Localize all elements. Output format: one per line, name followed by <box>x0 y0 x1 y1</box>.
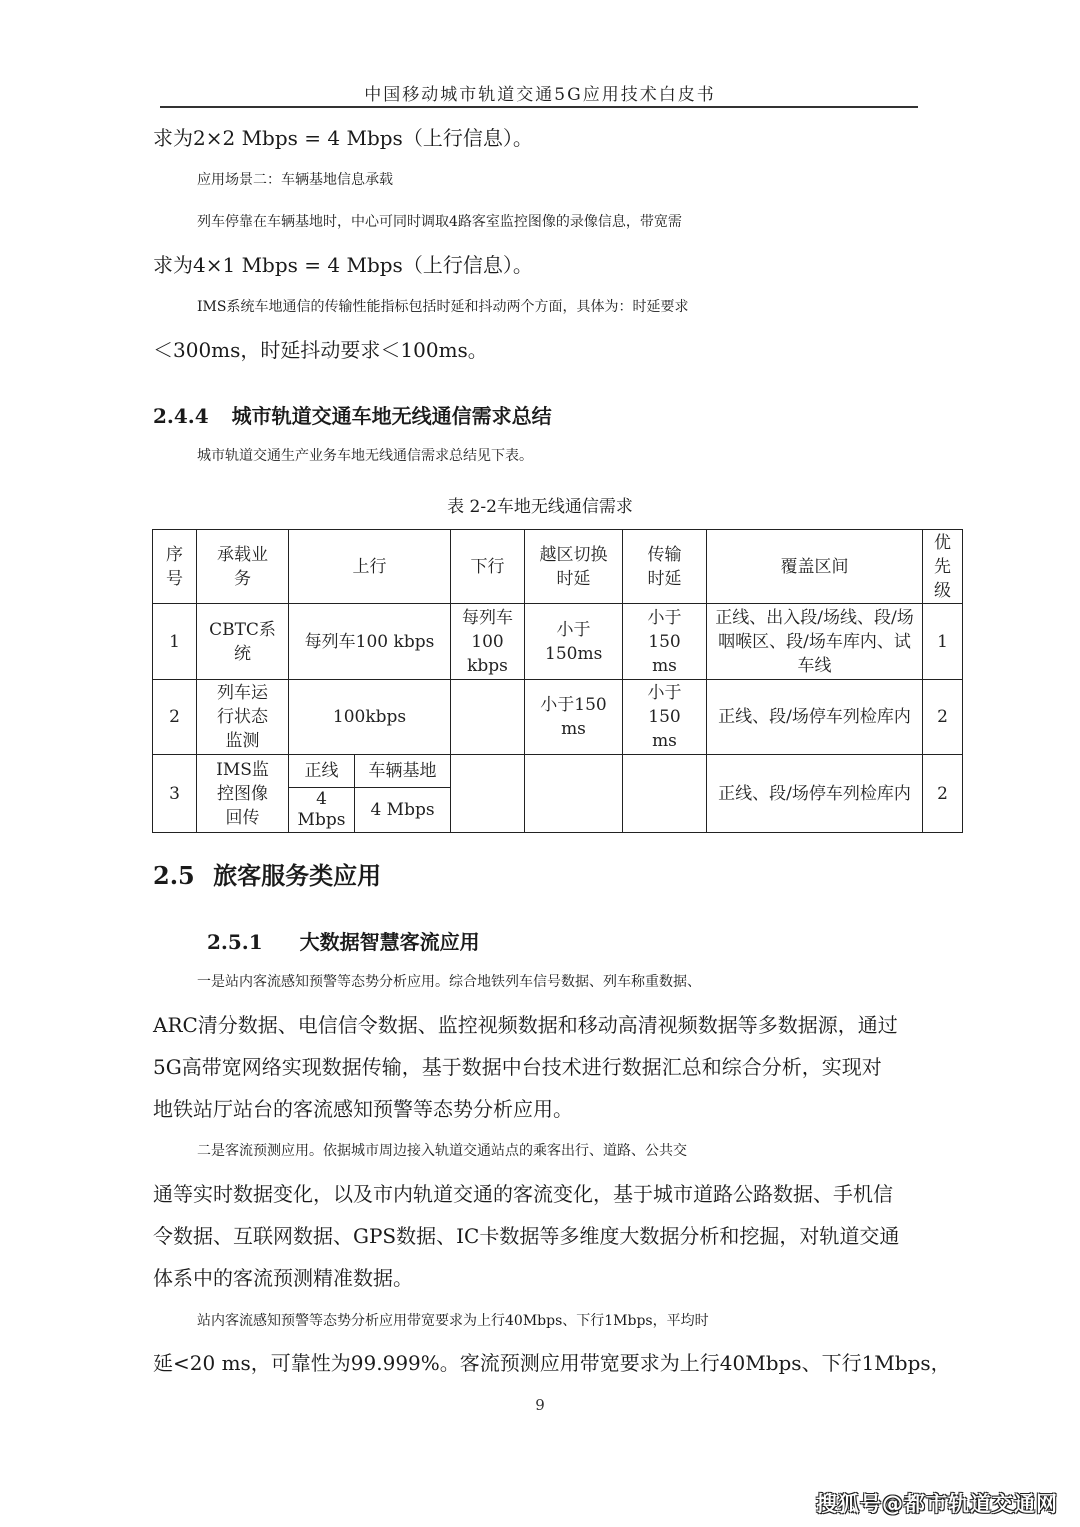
section-number: 2.4.4 <box>153 404 209 428</box>
section-number: 2.5.1 <box>207 930 263 954</box>
cell-downlink <box>451 755 525 833</box>
section-heading-2-4-4 <box>153 400 552 429</box>
paragraph-line: 一是站内客流感知预警等态势分析应用。综合地铁列车信号数据、列车称重数据、 <box>197 974 701 990</box>
cell-uplink: 100kbps <box>289 680 451 755</box>
cell-transmission: 小于150 ms <box>623 680 707 755</box>
paragraph-line: 令数据、互联网数据、GPS数据、IC卡数据等多维度大数据分析和挖掘，对轨道交通 <box>153 1224 900 1248</box>
cell-transmission <box>623 755 707 833</box>
cell-downlink: 每列车100 kbps <box>451 604 525 680</box>
header-uplink: 上行 <box>289 530 451 604</box>
cell-uplink-subheader-mainline: 正线 <box>289 755 355 788</box>
header-handover: 越区切换时延 <box>525 530 623 604</box>
header-transmission: 传输时延 <box>623 530 707 604</box>
cell-priority: 2 <box>923 680 963 755</box>
cell-coverage: 正线、出入段/场线、段/场咽喉区、段/场车库内、试车线 <box>707 604 923 680</box>
paragraph-line: 站内客流感知预警等态势分析应用带宽要求为上行40Mbps、下行1Mbps，平均时 <box>197 1313 709 1329</box>
cell-handover: 小于150ms <box>525 604 623 680</box>
paragraph-line: 体系中的客流预测精准数据。 <box>153 1266 413 1290</box>
cell-seq: 3 <box>153 755 197 833</box>
table-caption: 表 2-2车地无线通信需求 <box>447 497 633 517</box>
cell-downlink <box>451 680 525 755</box>
cell-coverage: 正线、段/场停车列检库内 <box>707 680 923 755</box>
section-heading-2-5-1 <box>207 926 480 955</box>
header-divider <box>160 106 918 108</box>
running-header-title: 中国移动城市轨道交通5G应用技术白皮书 <box>364 85 716 105</box>
paragraph-line: 求为4×1 Mbps = 4 Mbps（上行信息）。 <box>153 253 533 277</box>
cell-service: IMS监控图像回传 <box>197 755 289 833</box>
paragraph-line: ＜300ms，时延抖动要求＜100ms。 <box>153 338 488 362</box>
cell-uplink-subheader-depot: 车辆基地 <box>355 755 451 788</box>
page-number: 9 <box>535 1396 545 1414</box>
cell-uplink-depot-value: 4 Mbps <box>355 788 451 833</box>
section-heading-2-5 <box>153 856 381 891</box>
table-header-row <box>153 530 963 604</box>
cell-uplink-mainline-value: 4 Mbps <box>289 788 355 833</box>
section-title: 城市轨道交通车地无线通信需求总结 <box>231 404 552 428</box>
source-watermark: 搜狐号@都市轨道交通网 <box>816 1492 1058 1516</box>
cell-seq: 2 <box>153 680 197 755</box>
header-service: 承载业务 <box>197 530 289 604</box>
cell-service: 列车运行状态监测 <box>197 680 289 755</box>
header-priority: 优先级 <box>923 530 963 604</box>
table-row <box>153 755 963 788</box>
cell-priority: 1 <box>923 604 963 680</box>
paragraph-line: 通等实时数据变化，以及市内轨道交通的客流变化，基于城市道路公路数据、手机信 <box>153 1182 893 1206</box>
cell-handover: 小于150 ms <box>525 680 623 755</box>
paragraph-line: 地铁站厅站台的客流感知预警等态势分析应用。 <box>153 1097 573 1121</box>
header-downlink: 下行 <box>451 530 525 604</box>
paragraph-line: 延<20 ms，可靠性为99.999%。客流预测应用带宽要求为上行40Mbps、下行1Mbps， <box>153 1351 951 1375</box>
scenario-heading: 应用场景二：车辆基地信息承载 <box>197 172 393 188</box>
section-title: 大数据智慧客流应用 <box>299 930 480 954</box>
paragraph-line: IMS系统车地通信的传输性能指标包括时延和抖动两个方面，具体为：时延要求 <box>197 299 689 315</box>
table-row <box>153 680 963 755</box>
cell-priority: 2 <box>923 755 963 833</box>
cell-seq: 1 <box>153 604 197 680</box>
requirements-table <box>152 529 963 833</box>
paragraph-line: 求为2×2 Mbps = 4 Mbps（上行信息）。 <box>153 126 533 150</box>
cell-coverage: 正线、段/场停车列检库内 <box>707 755 923 833</box>
cell-handover <box>525 755 623 833</box>
table-row <box>153 604 963 680</box>
paragraph-line: 列车停靠在车辆基地时，中心可同时调取4路客室监控图像的录像信息，带宽需 <box>197 214 682 230</box>
header-seq: 序号 <box>153 530 197 604</box>
cell-uplink: 每列车100 kbps <box>289 604 451 680</box>
paragraph-line: 5G高带宽网络实现数据传输，基于数据中台技术进行数据汇总和综合分析，实现对 <box>153 1055 882 1079</box>
section-intro: 城市轨道交通生产业务车地无线通信需求总结见下表。 <box>197 448 533 464</box>
section-title: 旅客服务类应用 <box>213 861 382 890</box>
paragraph-line: 二是客流预测应用。依据城市周边接入轨道交通站点的乘客出行、道路、公共交 <box>197 1143 687 1159</box>
header-coverage: 覆盖区间 <box>707 530 923 604</box>
paragraph-line: ARC清分数据、电信信令数据、监控视频数据和移动高清视频数据等多数据源，通过 <box>153 1013 898 1037</box>
section-number: 2.5 <box>153 861 195 890</box>
cell-transmission: 小于150 ms <box>623 604 707 680</box>
cell-service: CBTC系统 <box>197 604 289 680</box>
